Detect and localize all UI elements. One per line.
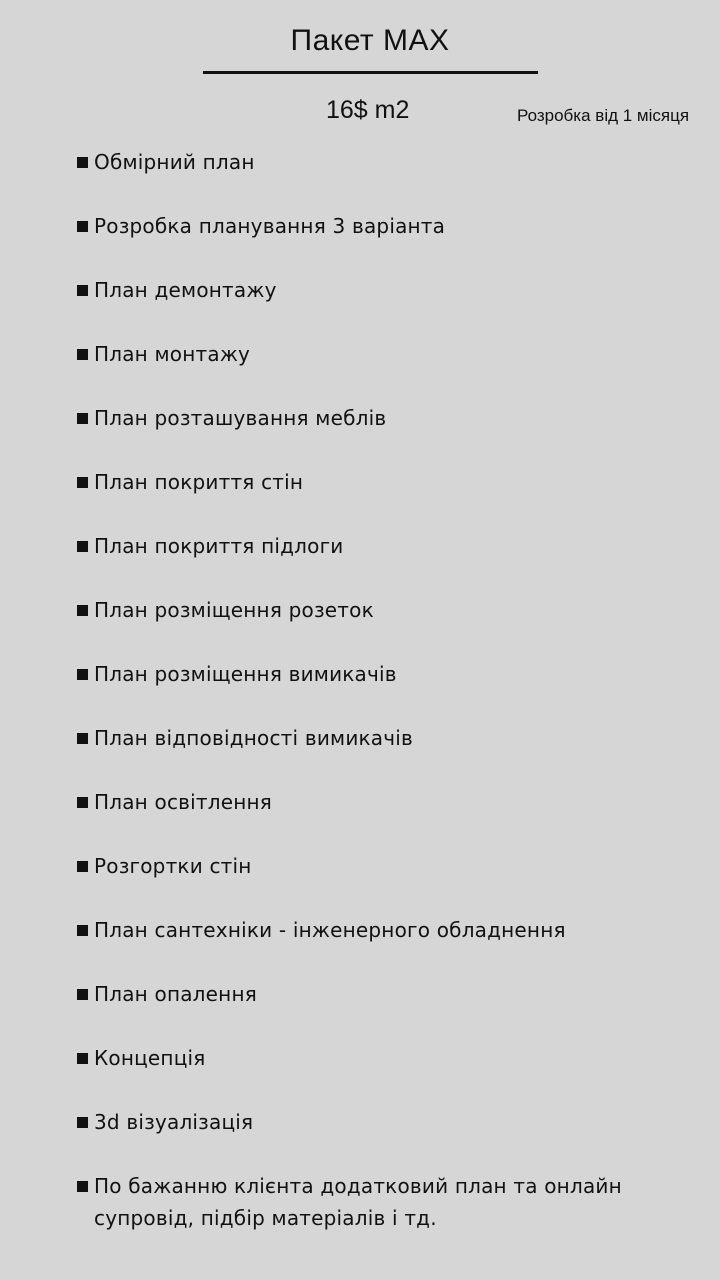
list-item	[77, 914, 677, 978]
feature-label: План освітлення	[94, 790, 273, 814]
bullet-square-icon	[77, 221, 88, 232]
feature-label: Розгортки стін	[94, 854, 252, 878]
bullet-square-icon	[77, 669, 88, 680]
bullet-square-icon	[77, 861, 88, 872]
feature-label: План розташування меблів	[94, 406, 387, 430]
list-item	[77, 722, 677, 786]
list-item	[77, 1106, 677, 1170]
list-item	[77, 1042, 677, 1106]
feature-label: План опалення	[94, 982, 257, 1006]
list-item	[77, 146, 677, 210]
package-title: Пакет MAX	[290, 24, 450, 57]
feature-label: План відповідності вимикачів	[94, 726, 414, 750]
bullet-square-icon	[77, 1181, 88, 1192]
feature-list	[77, 146, 677, 1234]
list-item	[77, 1170, 677, 1234]
bullet-square-icon	[77, 989, 88, 1000]
feature-label: Концепція	[94, 1046, 206, 1070]
feature-label: 3d візуалізація	[94, 1110, 254, 1134]
feature-label: Обмірний план	[94, 150, 255, 174]
list-item	[77, 466, 677, 530]
feature-label: Розробка планування 3 варіанта	[94, 214, 446, 238]
list-item	[77, 338, 677, 402]
title-divider	[203, 71, 538, 74]
bullet-square-icon	[77, 349, 88, 360]
bullet-square-icon	[77, 157, 88, 168]
bullet-square-icon	[77, 733, 88, 744]
list-item	[77, 594, 677, 658]
bullet-square-icon	[77, 477, 88, 488]
bullet-square-icon	[77, 925, 88, 936]
feature-label: План демонтажу	[94, 278, 277, 302]
list-item	[77, 786, 677, 850]
list-item	[77, 658, 677, 722]
feature-label: План розміщення розеток	[94, 598, 374, 622]
feature-label: План сантехніки - інженерного обладнення	[94, 918, 566, 942]
list-item	[77, 850, 677, 914]
feature-label: План покриття підлоги	[94, 534, 344, 558]
bullet-square-icon	[77, 285, 88, 296]
list-item	[77, 210, 677, 274]
bullet-square-icon	[77, 541, 88, 552]
bullet-square-icon	[77, 797, 88, 808]
feature-label: План монтажу	[94, 342, 251, 366]
list-item	[77, 274, 677, 338]
list-item	[77, 402, 677, 466]
package-price: 16$ m2	[326, 96, 410, 124]
bullet-square-icon	[77, 1053, 88, 1064]
feature-label: По бажанню клієнта додатковий план та онлайн супровід, підбір матеріалів і тд.	[94, 1174, 622, 1230]
feature-label: План покриття стін	[94, 470, 304, 494]
bullet-square-icon	[77, 605, 88, 616]
development-duration: Розробка від 1 місяця	[517, 106, 690, 125]
list-item	[77, 530, 677, 594]
bullet-square-icon	[77, 413, 88, 424]
feature-label: План розміщення вимикачів	[94, 662, 397, 686]
list-item	[77, 978, 677, 1042]
bullet-square-icon	[77, 1117, 88, 1128]
